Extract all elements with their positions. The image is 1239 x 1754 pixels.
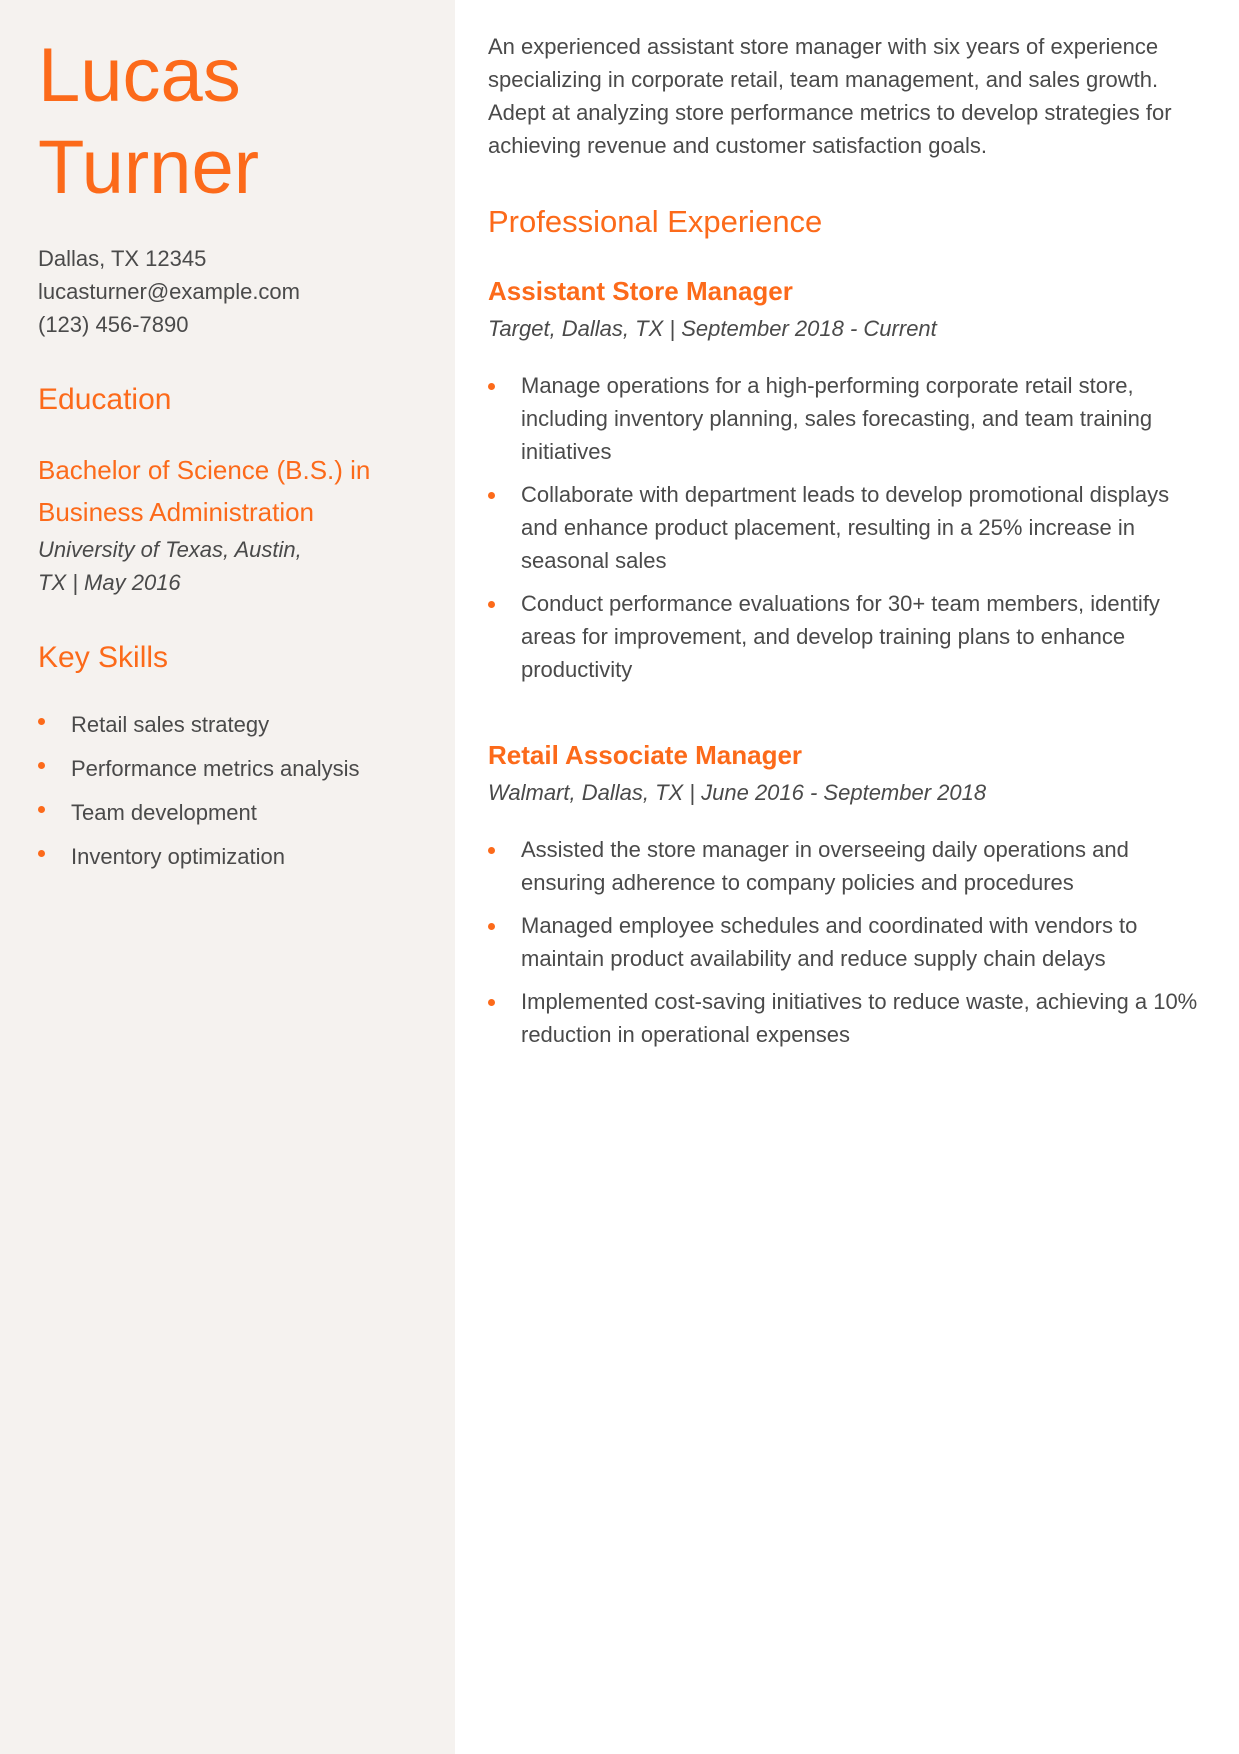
bullet-icon	[488, 999, 495, 1006]
experience-heading: Professional Experience	[488, 204, 823, 239]
degree-line-1: Bachelor of Science (B.S.) in	[38, 455, 371, 485]
job-title: Assistant Store Manager	[488, 276, 793, 306]
contact-info	[38, 242, 425, 341]
duty-item	[488, 369, 1203, 468]
duties-list	[488, 833, 1203, 1051]
skill-label: Inventory optimization	[71, 844, 285, 869]
bullet-icon	[488, 847, 495, 854]
bullet-icon	[488, 923, 495, 930]
phone: (123) 456-7890	[38, 312, 189, 337]
bullet-icon	[38, 762, 45, 769]
job-title: Retail Associate Manager	[488, 740, 803, 770]
skill-item	[38, 835, 425, 879]
skill-label: Retail sales strategy	[71, 712, 270, 737]
skills-list	[38, 703, 425, 879]
bullet-icon	[488, 492, 495, 499]
candidate-name	[38, 30, 425, 214]
duty-item	[488, 833, 1203, 899]
job-entry	[488, 738, 1203, 1051]
bullet-icon	[38, 850, 45, 857]
skill-label: Performance metrics analysis	[71, 756, 360, 781]
degree	[38, 449, 425, 533]
duty-text: Conduct performance evaluations for 30+ team members, identify areas for improvement, and develop training plans to enhance productivity	[521, 591, 1160, 682]
duty-text: Collaborate with department leads to develop promotional displays and enhance product placement, resulting in a 25% increase in seasonal sales	[521, 482, 1170, 573]
skill-label: Team development	[71, 800, 257, 825]
email: lucasturner@example.com	[38, 279, 300, 304]
school-line-2: TX | May 2016	[38, 570, 181, 595]
duty-item	[488, 985, 1203, 1051]
bullet-icon	[38, 718, 45, 725]
job-meta: Target, Dallas, TX | September 2018 - Current	[488, 316, 937, 341]
sidebar	[0, 0, 455, 1754]
duty-text: Assisted the store manager in overseeing daily operations and ensuring adherence to company policies and procedures	[521, 837, 1129, 895]
education-heading: Education	[38, 383, 172, 416]
school	[38, 533, 425, 599]
duty-item	[488, 909, 1203, 975]
last-name: Turner	[38, 125, 260, 210]
skill-item	[38, 791, 425, 835]
duty-text: Manage operations for a high-performing corporate retail store, including inventory planning, sales forecasting, and team training initiatives	[521, 373, 1153, 464]
job-meta: Walmart, Dallas, TX | June 2016 - September 2018	[488, 780, 987, 805]
school-line-1: University of Texas, Austin,	[38, 537, 302, 562]
degree-line-2: Business Administration	[38, 497, 315, 527]
main-content	[455, 0, 1239, 1754]
summary: An experienced assistant store manager with six years of experience specializing in corporate retail, team management, and sales growth. Adept at analyzing store performance metrics to develop strategies for achieving revenue and customer satisfaction goals.	[488, 34, 1172, 158]
bullet-icon	[488, 601, 495, 608]
skills-heading: Key Skills	[38, 641, 169, 674]
duty-item	[488, 478, 1203, 577]
duty-item	[488, 587, 1203, 686]
duty-text: Managed employee schedules and coordinated with vendors to maintain product availability and reduce supply chain delays	[521, 913, 1138, 971]
duty-text: Implemented cost-saving initiatives to reduce waste, achieving a 10% reduction in operational expenses	[521, 989, 1198, 1047]
duties-list	[488, 369, 1203, 686]
first-name: Lucas	[38, 33, 241, 118]
location: Dallas, TX 12345	[38, 246, 207, 271]
job-entry	[488, 274, 1203, 686]
skill-item	[38, 747, 425, 791]
skill-item	[38, 703, 425, 747]
bullet-icon	[38, 806, 45, 813]
bullet-icon	[488, 383, 495, 390]
